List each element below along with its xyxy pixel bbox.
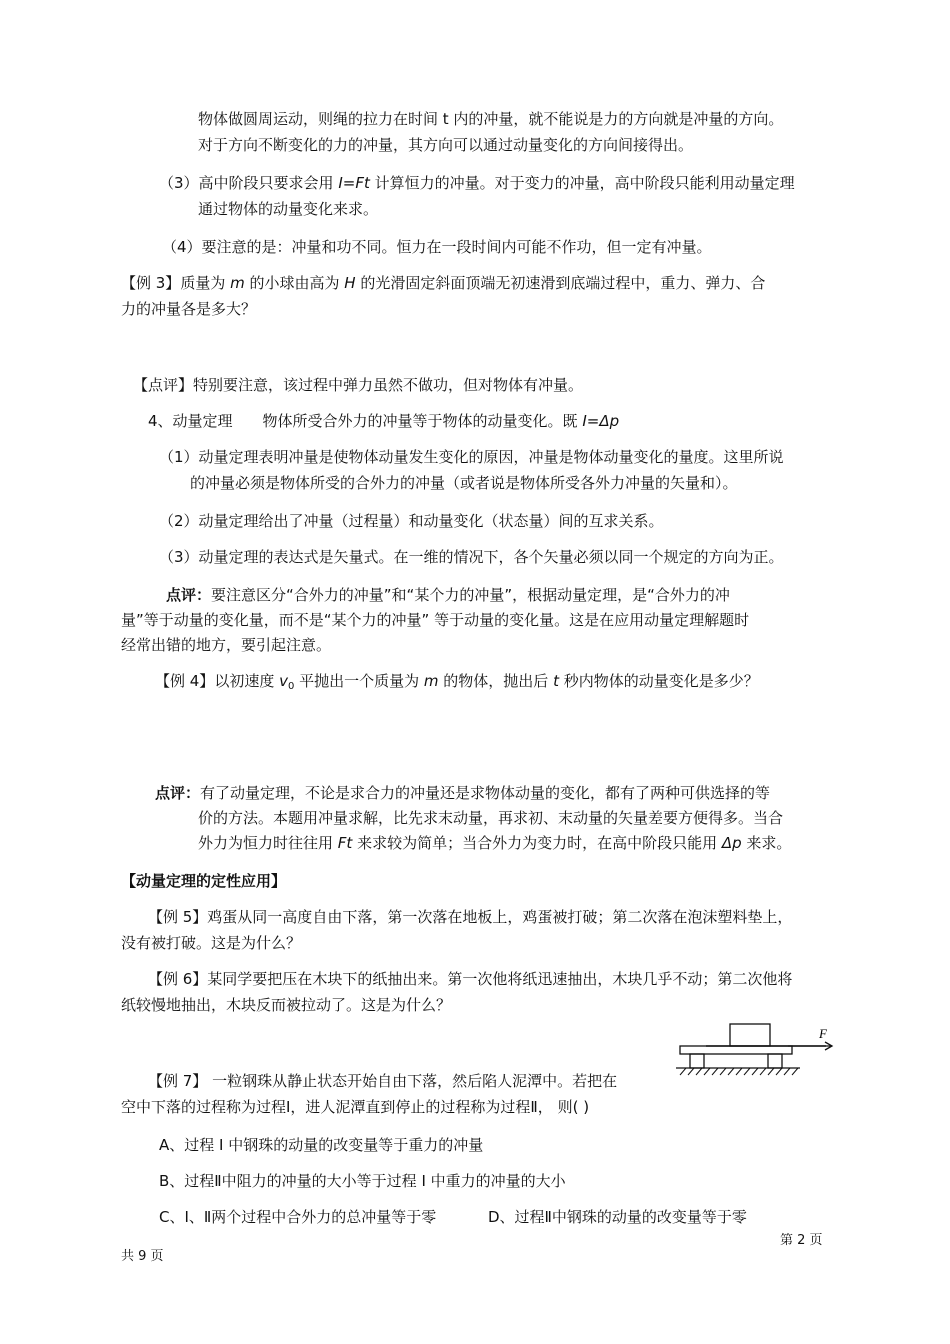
para-line: （2）动量定理给出了冲量（过程量）和动量变化（状态量）间的互求关系。: [159, 512, 664, 530]
para-line: （4）要注意的是：冲量和功不同。恒力在一段时间内可能不作功，但一定有冲量。: [162, 238, 712, 256]
comment-tag: 点评：: [166, 586, 212, 604]
example-7-line: 空中下落的过程称为过程Ⅰ，进人泥潭直到停止的过程称为过程Ⅱ， 则( ): [121, 1098, 590, 1116]
comment-line: [155, 782, 770, 804]
text: 来求较为简单；当合外力为变力时，在高中阶段只能用: [352, 834, 722, 852]
table-leg-right: [768, 1054, 782, 1068]
symbol: t: [553, 672, 559, 690]
example-4-line: [155, 670, 759, 698]
table-leg-left: [690, 1054, 704, 1068]
wood-block: [730, 1024, 770, 1046]
para-line: 通过物体的动量变化来求。: [198, 200, 379, 218]
symbol: v: [279, 672, 288, 690]
comment-line: 【点评】特别要注意，该过程中弹力虽然不做功，但对物体有冲量。: [133, 376, 584, 394]
ground-hatch: [680, 1068, 798, 1075]
formula: I=Ft: [338, 174, 370, 192]
comment-line: 经常出错的地方，要引起注意。: [121, 636, 332, 654]
text: 质量为: [180, 274, 231, 292]
text: （3）高中阶段只要求会用: [159, 174, 339, 192]
section-title: 4、动量定理: [148, 412, 233, 430]
symbol: H: [344, 274, 356, 292]
para-line: 物体做圆周运动，则绳的拉力在时间 t 内的冲量，就不能说是力的方向就是冲量的方向。: [198, 110, 784, 128]
para-line: （1）动量定理表明冲量是使物体动量发生变化的原因，冲量是物体动量变化的量度。这里所说: [159, 448, 784, 466]
example-6-line: 纸较慢地抽出，木块反而被拉动了。这是为什么？: [121, 996, 452, 1014]
text: 的物体，抛出后: [438, 672, 554, 690]
footer-page-number: 第 2 页: [780, 1233, 823, 1248]
formula: Ft: [337, 834, 353, 852]
text: 以初速度: [214, 672, 280, 690]
section-4-line: [148, 410, 619, 432]
formula: I=Δp: [582, 412, 620, 430]
comment-line: [198, 832, 791, 854]
section-heading: 【动量定理的定性应用】: [121, 872, 287, 890]
comment-line: [166, 584, 730, 606]
option-c: C、I、Ⅱ两个过程中合外力的总冲量等于零: [159, 1208, 437, 1226]
para-line: 对于方向不断变化的力的冲量，其方向可以通过动量变化的方向间接得出。: [198, 136, 694, 154]
text: 平抛出一个质量为: [294, 672, 424, 690]
text: 来求。: [741, 834, 792, 852]
text: 有了动量定理，不论是求合力的冲量还是求物体动量的变化，都有了两种可供选择的等: [200, 784, 771, 802]
example-5-line: 【例 5】鸡蛋从同一高度自由下落，第一次落在地板上，鸡蛋被打破；第二次落在泡沫塑料垫上，: [148, 908, 793, 926]
text: 的小球由高为: [244, 274, 345, 292]
example-5-line: 没有被打破。这是为什么？: [121, 934, 302, 952]
text: 物体所受合外力的冲量等于物体的动量变化。既: [262, 412, 583, 430]
text: 的光滑固定斜面顶端无初速滑到底端过程中，重力、弹力、合: [355, 274, 766, 292]
block-paper-figure: [676, 1022, 846, 1084]
text: 外力为恒力时往往用: [198, 834, 338, 852]
comment-tag: 点评：: [155, 784, 201, 802]
example-3-line: 力的冲量各是多大？: [121, 300, 257, 318]
text: 要注意区分“合外力的冲量”和“某个力的冲量”，根据动量定理，是“合外力的冲: [211, 586, 730, 604]
formula: Δp: [721, 834, 742, 852]
text: 计算恒力的冲量。对于变力的冲量，高中阶段只能利用动量定理: [369, 174, 795, 192]
example-tag: 【例 4】: [155, 672, 215, 690]
symbol: m: [230, 274, 245, 292]
comment-line: 量”等于动量的变化量，而不是“某个力的冲量” 等于动量的变化量。这是在应用动量定理解题时: [121, 611, 750, 629]
para-line: [159, 172, 795, 194]
example-tag: 【例 3】: [121, 274, 181, 292]
example-6-line: 【例 6】某同学要把压在木块下的纸抽出来。第一次他将纸迅速抽出，木块几乎不动；第二次他将: [148, 970, 793, 988]
example-3-line: [121, 272, 765, 294]
table-top: [680, 1046, 792, 1054]
option-b: B、过程Ⅱ中阻力的冲量的大小等于过程 I 中重力的冲量的大小: [159, 1172, 566, 1190]
para-line: （3）动量定理的表达式是矢量式。在一维的情况下，各个矢量必须以同一个规定的方向为正。: [159, 548, 784, 566]
text: 秒内物体的动量变化是多少？: [558, 672, 759, 690]
para-line: 的冲量必须是物体所受的合外力的冲量（或者说是物体所受各外力冲量的矢量和）。: [190, 474, 738, 492]
option-d: D、过程Ⅱ中钢珠的动量的改变量等于零: [488, 1208, 747, 1226]
footer-total-pages: 共 9 页: [121, 1249, 164, 1264]
example-7-line: 【例 7】 一粒钢珠从静止状态开始自由下落，然后陷人泥潭中。若把在: [148, 1072, 618, 1090]
option-a: A、过程 I 中钢珠的动量的改变量等于重力的冲量: [159, 1136, 484, 1154]
subscript: 0: [287, 681, 295, 692]
symbol: m: [423, 672, 439, 690]
comment-line: 价的方法。本题用冲量求解，比先求末动量，再求初、末动量的矢量差要方便得多。当合: [198, 809, 784, 827]
force-label: F: [819, 1026, 827, 1041]
